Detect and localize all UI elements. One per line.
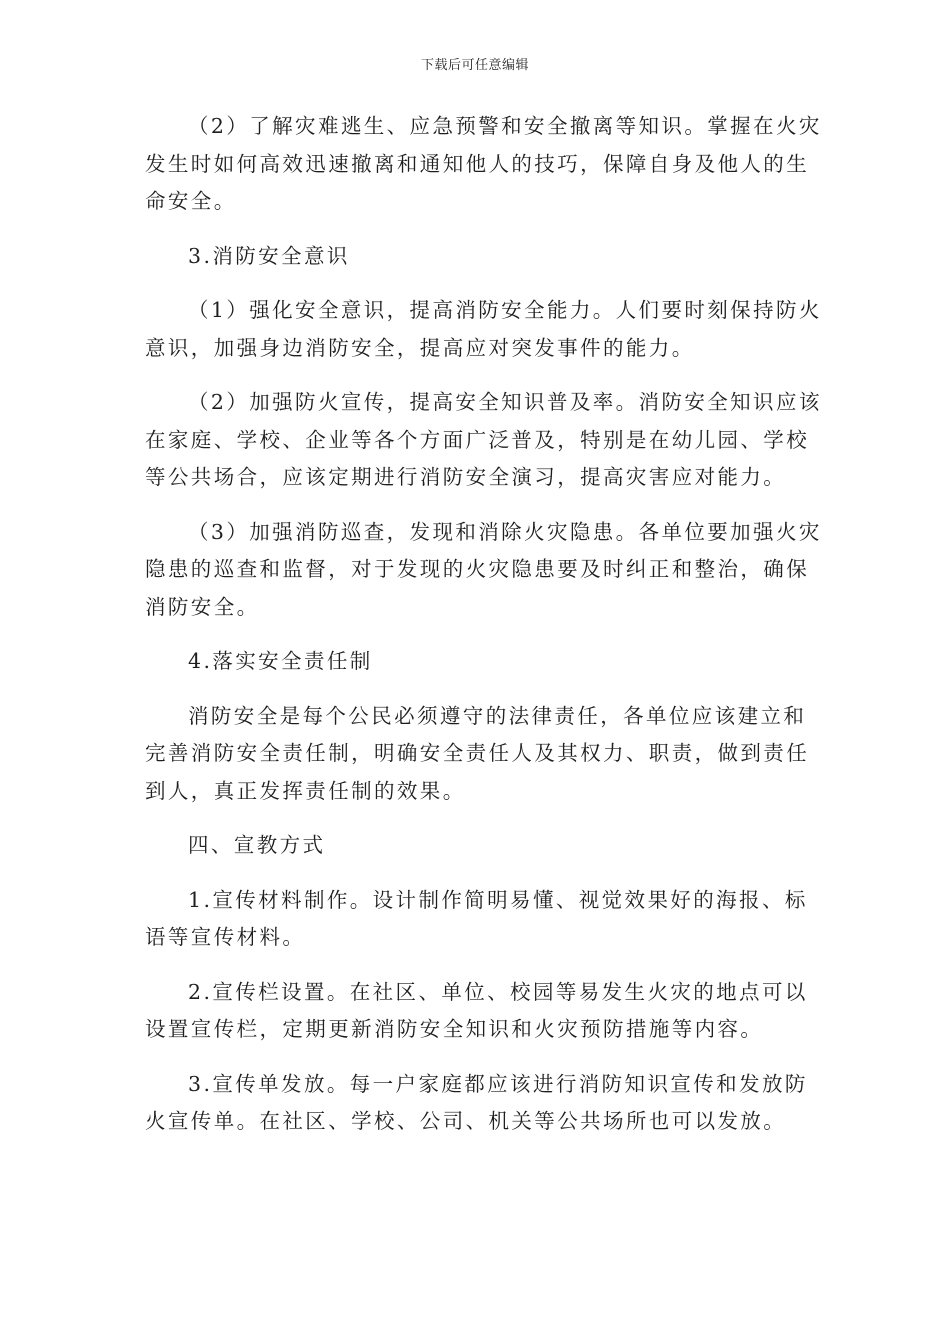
text-line: 隐患的巡查和监督，对于发现的火灾隐患要及时纠正和整治，确保: [145, 557, 810, 581]
paragraph-responsibility-system: [145, 698, 810, 811]
document-body: [145, 108, 822, 1158]
text-line: （2）加强防火宣传，提高安全知识普及率。消防安全知识应该: [188, 390, 822, 414]
section-heading-education-methods: [145, 827, 805, 865]
text-line: 设置宣传栏，定期更新消防安全知识和火灾预防措施等内容。: [145, 1017, 764, 1041]
text-line: （3）加强消防巡查，发现和消除火灾隐患。各单位要加强火灾: [188, 519, 822, 544]
text-line: 语等宣传材料。: [145, 925, 306, 949]
page-header: 下载后可任意编辑: [420, 58, 529, 73]
text-line: 2.宣传栏设置。在社区、单位、校园等易发生火灾的地点可以: [188, 979, 808, 1004]
text-line: 消防安全是每个公民必须遵守的法律责任，各单位应该建立和: [188, 703, 807, 728]
text-line: 命安全。: [145, 189, 237, 213]
text-line: 3.宣传单发放。每一户家庭都应该进行消防知识宣传和发放防: [188, 1071, 808, 1096]
section-heading-responsibility: [145, 643, 805, 681]
text-line: （1）强化安全意识，提高消防安全能力。人们要时刻保持防火: [188, 298, 822, 322]
heading-text: 3.消防安全意识: [188, 243, 350, 268]
text-line: 1.宣传材料制作。设计制作简明易懂、视觉效果好的海报、标: [188, 887, 808, 912]
paragraph-fire-publicity: [145, 384, 822, 497]
text-line: 发生时如何高效迅速撤离和通知他人的技巧，保障自身及他人的生: [145, 151, 810, 176]
paragraph-strengthen-awareness: [145, 292, 822, 367]
text-line: 意识，加强身边消防安全，提高应对突发事件的能力。: [145, 335, 695, 360]
heading-text: 4.落实安全责任制: [188, 649, 373, 673]
heading-text: 四、宣教方式: [188, 833, 326, 857]
paragraph-fire-inspection: [145, 514, 822, 627]
text-line: 消防安全。: [145, 594, 260, 619]
text-line: 等公共场合，应该定期进行消防安全演习，提高灾害应对能力。: [145, 465, 787, 489]
paragraph-publicity-materials: [145, 882, 808, 957]
text-line: 在家庭、学校、企业等各个方面广泛普及，特别是在幼儿园、学校: [145, 427, 810, 452]
text-line: （2）了解灾难逃生、应急预警和安全撤离等知识。掌握在火灾: [188, 114, 822, 138]
paragraph-bulletin-boards: [145, 974, 808, 1049]
section-heading-safety-awareness: [145, 238, 805, 276]
paragraph-disaster-escape: [145, 108, 822, 221]
paragraph-leaflet-distribution: [145, 1066, 808, 1141]
text-line: 到人，真正发挥责任制的效果。: [145, 778, 466, 803]
text-line: 火宣传单。在社区、学校、公司、机关等公共场所也可以发放。: [145, 1109, 787, 1133]
text-line: 完善消防安全责任制，明确安全责任人及其权力、职责，做到责任: [145, 741, 810, 765]
